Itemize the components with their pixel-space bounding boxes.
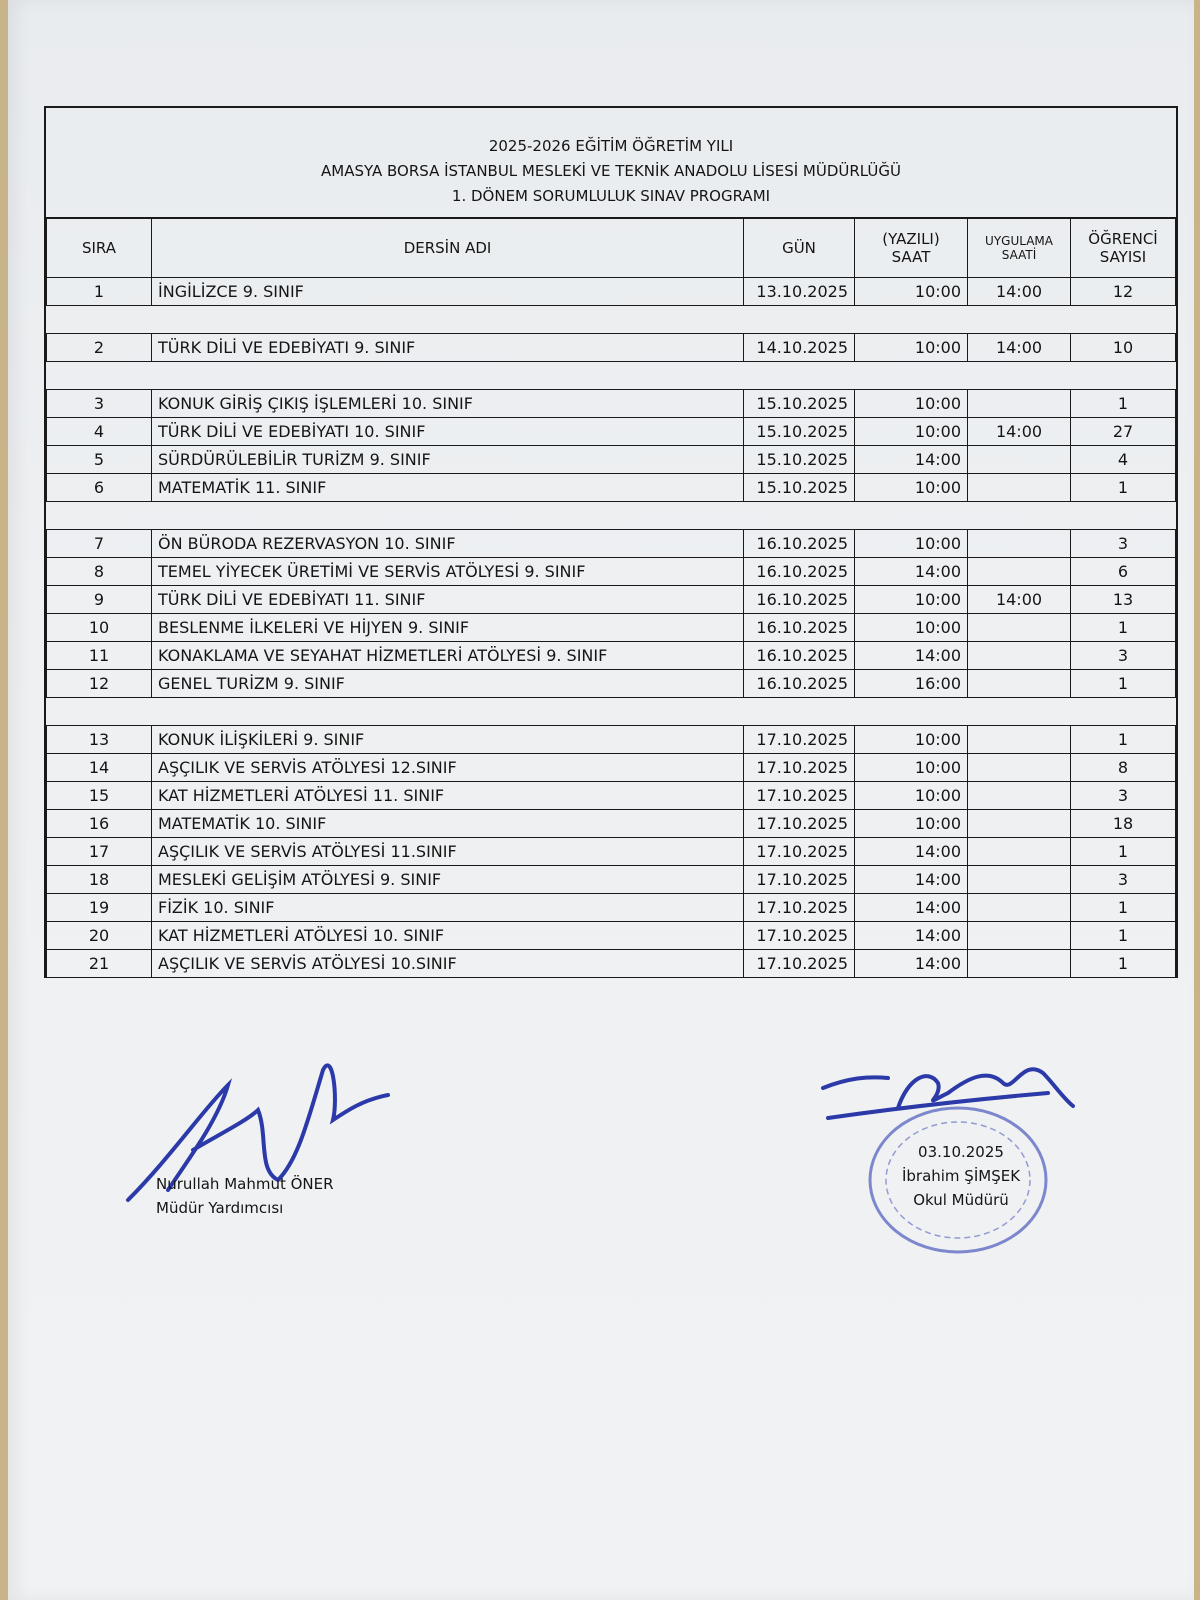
- table-row: [47, 894, 1176, 922]
- sira-cell: 3: [47, 390, 152, 418]
- gun-cell: 15.10.2025: [744, 474, 855, 502]
- saat-cell: 14:00: [855, 866, 968, 894]
- uygulama-cell: [968, 670, 1071, 698]
- ders-cell: AŞÇILIK VE SERVİS ATÖLYESİ 11.SINIF: [152, 838, 744, 866]
- uygulama-cell: 14:00: [968, 586, 1071, 614]
- table-row: [47, 866, 1176, 894]
- saat-cell: 10:00: [855, 278, 968, 306]
- gun-cell: 16.10.2025: [744, 642, 855, 670]
- sira-cell: 10: [47, 614, 152, 642]
- table-row: [47, 474, 1176, 502]
- sira-cell: 11: [47, 642, 152, 670]
- ogrenci-cell: 1: [1071, 922, 1176, 950]
- table-body: [47, 278, 1176, 978]
- saat-cell: 14:00: [855, 558, 968, 586]
- ogrenci-cell: 3: [1071, 530, 1176, 558]
- column-header-sira: SIRA: [47, 219, 152, 278]
- ogrenci-cell: 1: [1071, 390, 1176, 418]
- gun-cell: 15.10.2025: [744, 390, 855, 418]
- uygulama-cell: [968, 754, 1071, 782]
- uygulama-cell: [968, 782, 1071, 810]
- gun-cell: 17.10.2025: [744, 894, 855, 922]
- school-name-title: AMASYA BORSA İSTANBUL MESLEKİ VE TEKNİK ANADOLU LİSESİ MÜDÜRLÜĞÜ: [321, 162, 901, 180]
- table-row: [47, 838, 1176, 866]
- right-signer-name: İbrahim ŞİMŞEK: [901, 1167, 1021, 1185]
- gun-cell: 17.10.2025: [744, 922, 855, 950]
- gun-cell: 17.10.2025: [744, 950, 855, 978]
- ogrenci-cell: 3: [1071, 866, 1176, 894]
- uygulama-cell: [968, 390, 1071, 418]
- sira-cell: 13: [47, 726, 152, 754]
- gun-cell: 16.10.2025: [744, 586, 855, 614]
- sira-cell: 12: [47, 670, 152, 698]
- group-separator-cell: [47, 362, 1176, 390]
- gun-cell: 13.10.2025: [744, 278, 855, 306]
- saat-cell: 14:00: [855, 838, 968, 866]
- saat-cell: 14:00: [855, 922, 968, 950]
- table-row: [47, 446, 1176, 474]
- table-row: [47, 586, 1176, 614]
- uygulama-cell: [968, 446, 1071, 474]
- table-row: [47, 390, 1176, 418]
- ogrenci-cell: 3: [1071, 642, 1176, 670]
- ogrenci-cell: 18: [1071, 810, 1176, 838]
- gun-cell: 17.10.2025: [744, 726, 855, 754]
- column-header-ders: DERSİN ADI: [152, 219, 744, 278]
- document-header: [46, 108, 1176, 218]
- gun-cell: 15.10.2025: [744, 418, 855, 446]
- right-signer-title: Okul Müdürü: [913, 1191, 1009, 1209]
- uygulama-cell: 14:00: [968, 334, 1071, 362]
- uygulama-cell: [968, 642, 1071, 670]
- ogrenci-cell: 4: [1071, 446, 1176, 474]
- ders-cell: GENEL TURİZM 9. SINIF: [152, 670, 744, 698]
- left-signer-title: Müdür Yardımcısı: [156, 1199, 284, 1217]
- group-separator-cell: [47, 698, 1176, 726]
- ogrenci-cell: 1: [1071, 474, 1176, 502]
- table-row: [47, 950, 1176, 978]
- column-header-saat: [855, 219, 968, 278]
- gun-cell: 17.10.2025: [744, 782, 855, 810]
- sira-cell: 9: [47, 586, 152, 614]
- table-row: [47, 642, 1176, 670]
- table-row: [47, 278, 1176, 306]
- gun-cell: 15.10.2025: [744, 446, 855, 474]
- ogrenci-cell: 1: [1071, 950, 1176, 978]
- ogrenci-cell: 1: [1071, 894, 1176, 922]
- saat-cell: 16:00: [855, 670, 968, 698]
- ders-cell: KONUK GİRİŞ ÇIKIŞ İŞLEMLERİ 10. SINIF: [152, 390, 744, 418]
- uygulama-cell: 14:00: [968, 418, 1071, 446]
- ogrenci-cell: 1: [1071, 838, 1176, 866]
- left-signer-name: Nurullah Mahmut ÖNER: [156, 1175, 334, 1193]
- group-separator-row: [47, 502, 1176, 530]
- table-row: [47, 754, 1176, 782]
- ders-cell: İNGİLİZCE 9. SINIF: [152, 278, 744, 306]
- saat-cell: 10:00: [855, 530, 968, 558]
- ders-cell: TEMEL YİYECEK ÜRETİMİ VE SERVİS ATÖLYESİ 9. SINIF: [152, 558, 744, 586]
- uygulama-cell: [968, 474, 1071, 502]
- gun-cell: 16.10.2025: [744, 558, 855, 586]
- column-header-uygulama: [968, 219, 1071, 278]
- saat-cell: 14:00: [855, 894, 968, 922]
- school-year-title: 2025-2026 EĞİTİM ÖĞRETİM YILI: [488, 137, 734, 155]
- right-signature-scribble: [818, 1048, 1088, 1128]
- saat-cell: 14:00: [855, 446, 968, 474]
- ogrenci-cell: 1: [1071, 614, 1176, 642]
- ogrenci-cell: 27: [1071, 418, 1176, 446]
- uygulama-cell: 14:00: [968, 278, 1071, 306]
- uygulama-cell: [968, 810, 1071, 838]
- left-signature-block: [156, 1172, 334, 1220]
- ders-cell: AŞÇILIK VE SERVİS ATÖLYESİ 10.SINIF: [152, 950, 744, 978]
- table-row: [47, 922, 1176, 950]
- sira-cell: 18: [47, 866, 152, 894]
- saat-cell: 10:00: [855, 474, 968, 502]
- table-row: [47, 782, 1176, 810]
- sira-cell: 4: [47, 418, 152, 446]
- sira-cell: 21: [47, 950, 152, 978]
- saat-cell: 10:00: [855, 334, 968, 362]
- saat-cell: 14:00: [855, 950, 968, 978]
- uygulama-cell: [968, 950, 1071, 978]
- table-row: [47, 726, 1176, 754]
- ders-cell: KAT HİZMETLERİ ATÖLYESİ 10. SINIF: [152, 922, 744, 950]
- saat-cell: 10:00: [855, 614, 968, 642]
- saat-cell: 10:00: [855, 782, 968, 810]
- ders-cell: MATEMATİK 10. SINIF: [152, 810, 744, 838]
- program-title: 1. DÖNEM SORUMLULUK SINAV PROGRAMI: [451, 187, 771, 205]
- uygulama-cell: [968, 614, 1071, 642]
- saat-cell: 10:00: [855, 754, 968, 782]
- column-header-uygulama-line1: UYGULAMA: [985, 234, 1053, 248]
- ders-cell: TÜRK DİLİ VE EDEBİYATI 10. SINIF: [152, 418, 744, 446]
- uygulama-cell: [968, 558, 1071, 586]
- column-header-ogrenci-line1: ÖĞRENCİ: [1088, 230, 1158, 248]
- right-signature-block: [886, 1140, 1036, 1212]
- ders-cell: ÖN BÜRODA REZERVASYON 10. SINIF: [152, 530, 744, 558]
- ogrenci-cell: 1: [1071, 726, 1176, 754]
- sira-cell: 15: [47, 782, 152, 810]
- table-row: [47, 670, 1176, 698]
- sira-cell: 1: [47, 278, 152, 306]
- group-separator-row: [47, 306, 1176, 334]
- gun-cell: 17.10.2025: [744, 866, 855, 894]
- saat-cell: 10:00: [855, 586, 968, 614]
- sira-cell: 2: [47, 334, 152, 362]
- uygulama-cell: [968, 866, 1071, 894]
- ders-cell: KAT HİZMETLERİ ATÖLYESİ 11. SINIF: [152, 782, 744, 810]
- ogrenci-cell: 1: [1071, 670, 1176, 698]
- table-row: [47, 530, 1176, 558]
- sira-cell: 14: [47, 754, 152, 782]
- column-header-ogrenci-line2: SAYISI: [1099, 248, 1147, 266]
- gun-cell: 14.10.2025: [744, 334, 855, 362]
- ders-cell: MATEMATİK 11. SINIF: [152, 474, 744, 502]
- sira-cell: 7: [47, 530, 152, 558]
- group-separator-row: [47, 698, 1176, 726]
- group-separator-cell: [47, 306, 1176, 334]
- ogrenci-cell: 3: [1071, 782, 1176, 810]
- uygulama-cell: [968, 922, 1071, 950]
- ders-cell: MESLEKİ GELİŞİM ATÖLYESİ 9. SINIF: [152, 866, 744, 894]
- uygulama-cell: [968, 838, 1071, 866]
- uygulama-cell: [968, 530, 1071, 558]
- signature-date: 03.10.2025: [918, 1143, 1004, 1161]
- table-row: [47, 614, 1176, 642]
- exam-schedule-table: [46, 218, 1176, 978]
- ders-cell: BESLENME İLKELERİ VE HİJYEN 9. SINIF: [152, 614, 744, 642]
- group-separator-cell: [47, 502, 1176, 530]
- gun-cell: 16.10.2025: [744, 670, 855, 698]
- gun-cell: 16.10.2025: [744, 530, 855, 558]
- ders-cell: TÜRK DİLİ VE EDEBİYATI 9. SINIF: [152, 334, 744, 362]
- column-header-saat-line1: (YAZILI): [882, 230, 940, 248]
- saat-cell: 10:00: [855, 418, 968, 446]
- column-header-uygulama-line2: SAATİ: [1001, 248, 1037, 262]
- ders-cell: AŞÇILIK VE SERVİS ATÖLYESİ 12.SINIF: [152, 754, 744, 782]
- ogrenci-cell: 12: [1071, 278, 1176, 306]
- ogrenci-cell: 13: [1071, 586, 1176, 614]
- sira-cell: 8: [47, 558, 152, 586]
- column-header-saat-line2: SAAT: [891, 248, 931, 266]
- sira-cell: 16: [47, 810, 152, 838]
- column-header-gun: GÜN: [744, 219, 855, 278]
- uygulama-cell: [968, 894, 1071, 922]
- group-separator-row: [47, 362, 1176, 390]
- saat-cell: 14:00: [855, 642, 968, 670]
- ders-cell: FİZİK 10. SINIF: [152, 894, 744, 922]
- saat-cell: 10:00: [855, 390, 968, 418]
- uygulama-cell: [968, 726, 1071, 754]
- gun-cell: 16.10.2025: [744, 614, 855, 642]
- table-row: [47, 558, 1176, 586]
- gun-cell: 17.10.2025: [744, 754, 855, 782]
- sira-cell: 5: [47, 446, 152, 474]
- table-row: [47, 418, 1176, 446]
- ders-cell: SÜRDÜRÜLEBİLİR TURİZM 9. SINIF: [152, 446, 744, 474]
- saat-cell: 10:00: [855, 810, 968, 838]
- table-header-row: [47, 219, 1176, 278]
- sira-cell: 6: [47, 474, 152, 502]
- ogrenci-cell: 6: [1071, 558, 1176, 586]
- sira-cell: 19: [47, 894, 152, 922]
- table-row: [47, 810, 1176, 838]
- ogrenci-cell: 8: [1071, 754, 1176, 782]
- column-header-ogrenci: [1071, 219, 1176, 278]
- exam-schedule-sheet: [44, 106, 1178, 978]
- gun-cell: 17.10.2025: [744, 810, 855, 838]
- saat-cell: 10:00: [855, 726, 968, 754]
- table-row: [47, 334, 1176, 362]
- document-page: [8, 0, 1194, 1600]
- ders-cell: KONAKLAMA VE SEYAHAT HİZMETLERİ ATÖLYESİ 9. SINIF: [152, 642, 744, 670]
- sira-cell: 20: [47, 922, 152, 950]
- ogrenci-cell: 10: [1071, 334, 1176, 362]
- gun-cell: 17.10.2025: [744, 838, 855, 866]
- ders-cell: TÜRK DİLİ VE EDEBİYATI 11. SINIF: [152, 586, 744, 614]
- sira-cell: 17: [47, 838, 152, 866]
- ders-cell: KONUK İLİŞKİLERİ 9. SINIF: [152, 726, 744, 754]
